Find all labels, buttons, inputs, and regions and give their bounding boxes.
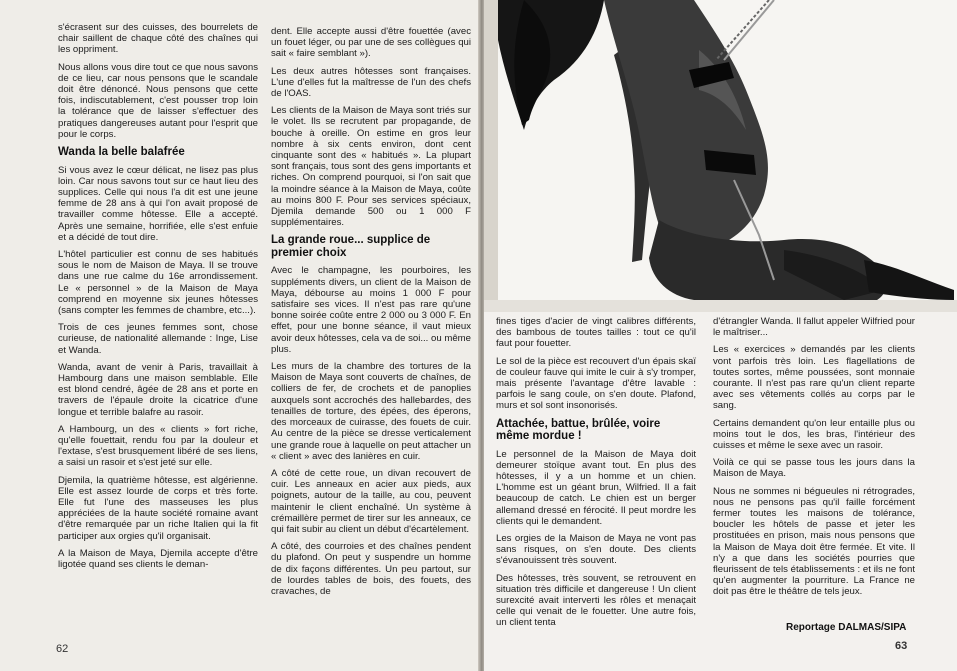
- paragraph: Les « exercices » demandés par les clients vont parfois très loin. Les flagellations de toutes sortes, même poussées, sont monnaie courante. Il n'est pas rare qu'un client reparte avec ses vêtements collés au corps par le sang.: [713, 344, 915, 412]
- paragraph: Nous allons vous dire tout ce que nous savons de ce lieu, car nous pensons que le scandale doit être dénoncé. Nous pensons que cette fois, indiscutablement, c'est pousser trop loin la tolérance que de laisser s'effectuer des pratiques dangereuses autant pour l'esprit que pour le corps.: [58, 61, 258, 140]
- paragraph: Les orgies de la Maison de Maya ne vont pas sans risques, on s'en doute. Des clients s'évanouissent très souvent.: [496, 533, 696, 567]
- paragraph: Avec le champagne, les pourboires, les suppléments divers, un client de la Maison de Maya, débourse au moins 1 000 F pour satisfaire ses vices. Il n'est pas rare qu'une bonne soirée coûte entre 2 000 ou 3 000 F. En effet, pour une bonne séance, il vaut mieux avoir deux hôtesses, cela va de soi... ou même plus.: [271, 265, 471, 355]
- paragraph: Wanda, avant de venir à Paris, travaillait à Hambourg dans une maison semblable. Elle est blond cendré, âgée de 28 ans et porte en travers de l'épaule droite la cicatrice d'une longue et terrible balafre au rasoir.: [58, 361, 258, 418]
- section-heading: La grande roue... supplice de premier choix: [271, 234, 431, 259]
- paragraph: Les clients de la Maison de Maya sont triés sur le volet. Ils se recrutent par propagande, de bouche à oreille. On estime en gros leur nombre à six cents environ, dont cent cinquante sont des « habitués ». La plupart sont français, tous sont des gens importants et riches. On comprend pourquoi, si l'on sait que la moindre séance à la Maison de Maya, coûte au moins 800 F. Pour ses services spéciaux, Djemila demande 500 ou 1 000 F supplémentaires.: [271, 105, 471, 229]
- paragraph: Djemila, la quatrième hôtesse, est algérienne. Elle est assez lourde de corps et très forte. Elle fut l'une des masseuses les plus appréciées de la haute société romaine avant d'être remarquée par un riche Italien qui la fit participer aux orgies qu'il organisait.: [58, 474, 258, 542]
- right-page: [484, 0, 957, 671]
- section-heading: Attachée, battue, brûlée, voire même mordue !: [496, 417, 661, 443]
- paragraph: Certains demandent qu'on leur entaille plus ou moins tout le dos, les bras, l'intérieur des cuisses et même le sexe avec un rasoir.: [713, 417, 915, 452]
- text-column-4: [713, 316, 915, 604]
- paragraph: fines tiges d'acier de vingt calibres différents, des bambous de toutes tailles : tout ce qu'il faut pour fouetter.: [496, 316, 696, 350]
- paragraph: Trois de ces jeunes femmes sont, chose curieuse, de nationalité allemande : Inge, Lise et Wanda.: [58, 322, 258, 356]
- paragraph: A la Maison de Maya, Djemila accepte d'être ligotée quand ses clients le deman-: [58, 547, 258, 571]
- paragraph: Le personnel de la Maison de Maya doit demeurer stoïque avant tout. En plus des hôtesses, il y a un homme et un chien. L'homme est un géant brun, Wilfried. Il a fait beaucoup de catch. Le chien est un berger allemand dressé en férocité. Il peut mordre les clients qui le demandent.: [496, 448, 696, 527]
- paragraph: d'étrangler Wanda. Il fallut appeler Wilfried pour le maîtriser...: [713, 316, 915, 339]
- photograph: [484, 0, 957, 312]
- text-column-2: [271, 26, 471, 603]
- paragraph: Le sol de la pièce est recouvert d'un épais skaï de couleur fauve qui imite le cuir à s'y tromper, mais présente l'avantage d'être lavable : parfois le sang coule, on s'en doute. Plafond, murs et sol sont insonorisés.: [496, 355, 696, 412]
- paragraph: Les deux autres hôtesses sont françaises. L'une d'elles fut la maîtresse de l'un des chefs de l'OAS.: [271, 65, 471, 100]
- paragraph: Des hôtesses, très souvent, se retrouvent en situation très difficile et dangereuse ! Un client surexcité avait interverti les rôles et menaçait celle qui venait de le fouetter. Une autre fois, un client tenta: [496, 572, 696, 629]
- section-heading: Wanda la belle balafrée: [58, 146, 185, 159]
- paragraph: Voilà ce qui se passe tous les jours dans la Maison de Maya.: [713, 457, 915, 480]
- text-column-1: [58, 22, 258, 576]
- paragraph: A côté de cette roue, un divan recouvert de cuir. Les anneaux en acier aux pieds, aux poignets, autour de la taille, au cou, peuvent maintenir le client enchaîné. Un système à crémaillère permet de tirer sur les anneaux, ce qui fait subir au client un début d'écartèlement.: [271, 467, 471, 535]
- paragraph: A Hambourg, un des « clients » fort riche, qu'elle fouettait, rendu fou par la douleur et l'extase, s'est brusquement libéré de ses liens, a saisi un rasoir et s'est jeté sur elle.: [58, 423, 258, 469]
- page-number-left: 62: [56, 643, 69, 655]
- photo-credit: Reportage DALMAS/SIPA: [786, 622, 907, 633]
- text-column-3: [496, 316, 696, 635]
- paragraph: dent. Elle accepte aussi d'être fouettée (avec un fouet léger, ou par une de ses collègues qui sait « faire semblant »).: [271, 26, 471, 60]
- paragraph: Si vous avez le cœur délicat, ne lisez pas plus loin. Car nous savons tout sur ce haut lieu des supplices. Celle qui nous l'a dit est une jeune femme de 28 ans à qui l'on avait proposé de travailler comme hôtesse. Elle a accepté. Après une semaine, horrifiée, elle s'est enfuie et a décidé de tout dire.: [58, 164, 258, 243]
- paragraph: A côté, des courroies et des chaînes pendent du plafond. On peut y suspendre un homme de dix façons différentes. Un peu partout, sur de lourdes tables de bois, des fouets, des cravaches, de: [271, 541, 471, 597]
- page-number-right: 63: [895, 640, 908, 652]
- paragraph: Nous ne sommes ni bégueules ni rétrogrades, nous ne pensons pas qu'il faille forcément fermer toutes les maisons de tolérance, boucler les hôtels de passe et jeter les prostituées en prison, mais nous pensons que la Maison de Maya doit être fermée. Et vite. Il n'y a que dans les sociétés pourries que fleurissent de tels établissements : et ils ne font qu'en augmenter la pourriture. La France ne doit pas être le théâtre de tels jeux.: [713, 485, 915, 598]
- paragraph: Les murs de la chambre des tortures de la Maison de Maya sont couverts de chaînes, de colliers de fer, de crochets et de panoplies auxquels sont accrochés des hallebardes, des tenailles de torture, des épées, des éperons, des morceaux de cuirasse, des fouets de cuir. Au centre de la pièce se dresse verticalement une grande roue à laquelle on peut attacher un « client » avec des lanières en cuir.: [271, 361, 471, 462]
- paragraph: s'écrasent sur des cuisses, des bourrelets de chair saillent de chaque côté des chaînes qui les oppriment.: [58, 22, 258, 56]
- paragraph: L'hôtel particulier est connu de ses habitués sous le nom de Maison de Maya. Il se trouve dans une rue calme du 16e arrondissement. Le « personnel » de la Maison de Maya comprend en moyenne six jeunes hôtesses (sans compter les femmes de chambre, etc...).: [58, 248, 258, 316]
